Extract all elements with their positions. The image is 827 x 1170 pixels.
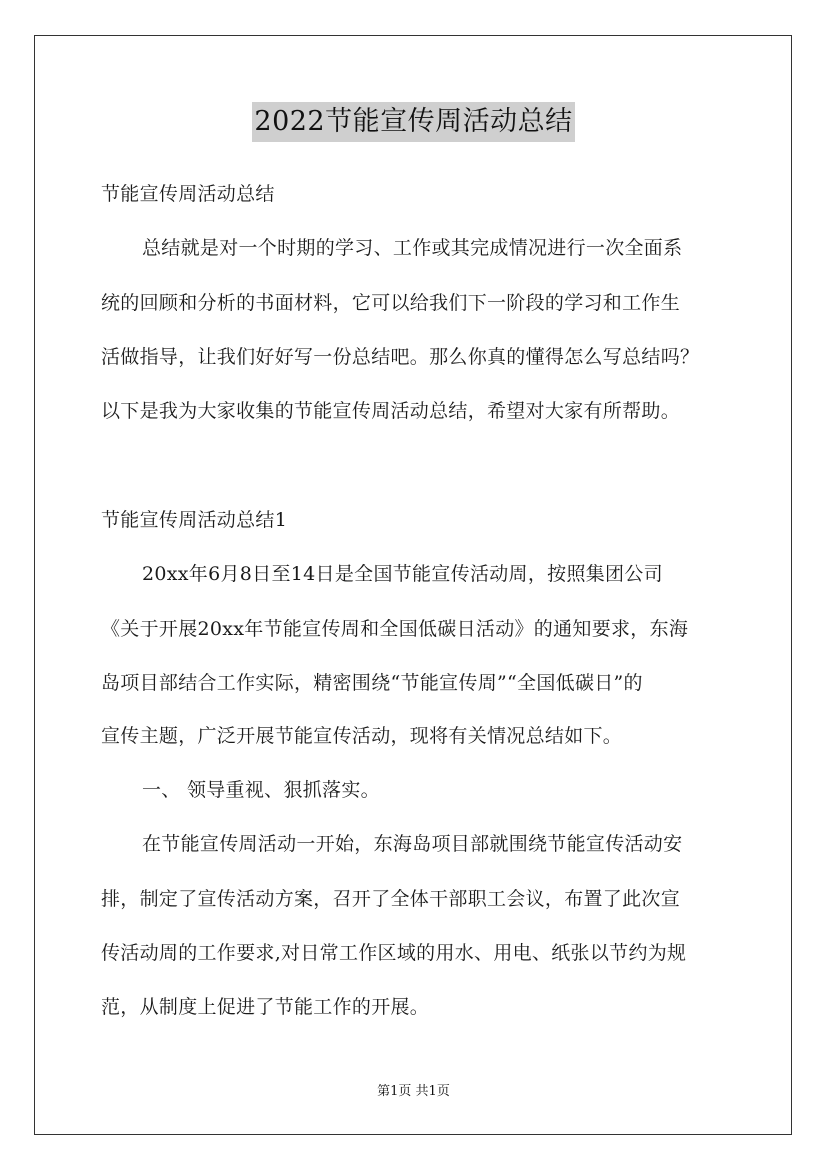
subtitle: 节能宣传周活动总结 <box>101 183 275 205</box>
intro-line: 统的回顾和分析的书面材料，它可以给我们下一阶段的学习和工作生 <box>101 292 681 314</box>
intro-line: 活做指导，让我们好好写一份总结吧。那么你真的懂得怎么写总结吗？ <box>101 346 700 368</box>
intro-line: 总结就是对一个时期的学习、工作或其完成情况进行一次全面系 <box>142 237 683 259</box>
paragraph-line: 在节能宣传周活动一开始，东海岛项目部就围绕节能宣传活动安 <box>142 833 683 855</box>
paragraph-line: 宣传主题，广泛开展节能宣传活动，现将有关情况总结如下。 <box>101 725 623 747</box>
paragraph-line: 排，制定了宣传活动方案，召开了全体干部职工会议，布置了此次宣 <box>101 888 681 910</box>
page-footer: 第1页 共1页 <box>377 1084 450 1099</box>
list-point: 一、 领导重视、狠抓落实。 <box>142 779 380 801</box>
title-wrap <box>0 102 827 142</box>
paragraph-line: 《关于开展20xx年节能宣传周和全国低碳日活动》的通知要求，东海 <box>101 618 689 640</box>
section-heading: 节能宣传周活动总结1 <box>101 509 288 531</box>
paragraph-line: 20xx年6月8日至14日是全国节能宣传活动周，按照集团公司 <box>142 563 663 585</box>
paragraph-line: 传活动周的工作要求,对日常工作区域的用水、用电、纸张以节约为规 <box>101 942 687 964</box>
paragraph-line: 范，从制度上促进了节能工作的开展。 <box>101 996 430 1018</box>
document-title: 2022节能宣传周活动总结 <box>252 102 574 142</box>
paragraph-line: 岛项目部结合工作实际，精密围绕“节能宣传周”“全国低碳日”的 <box>101 672 643 694</box>
intro-line: 以下是我为大家收集的节能宣传周活动总结，希望对大家有所帮助。 <box>101 400 681 422</box>
